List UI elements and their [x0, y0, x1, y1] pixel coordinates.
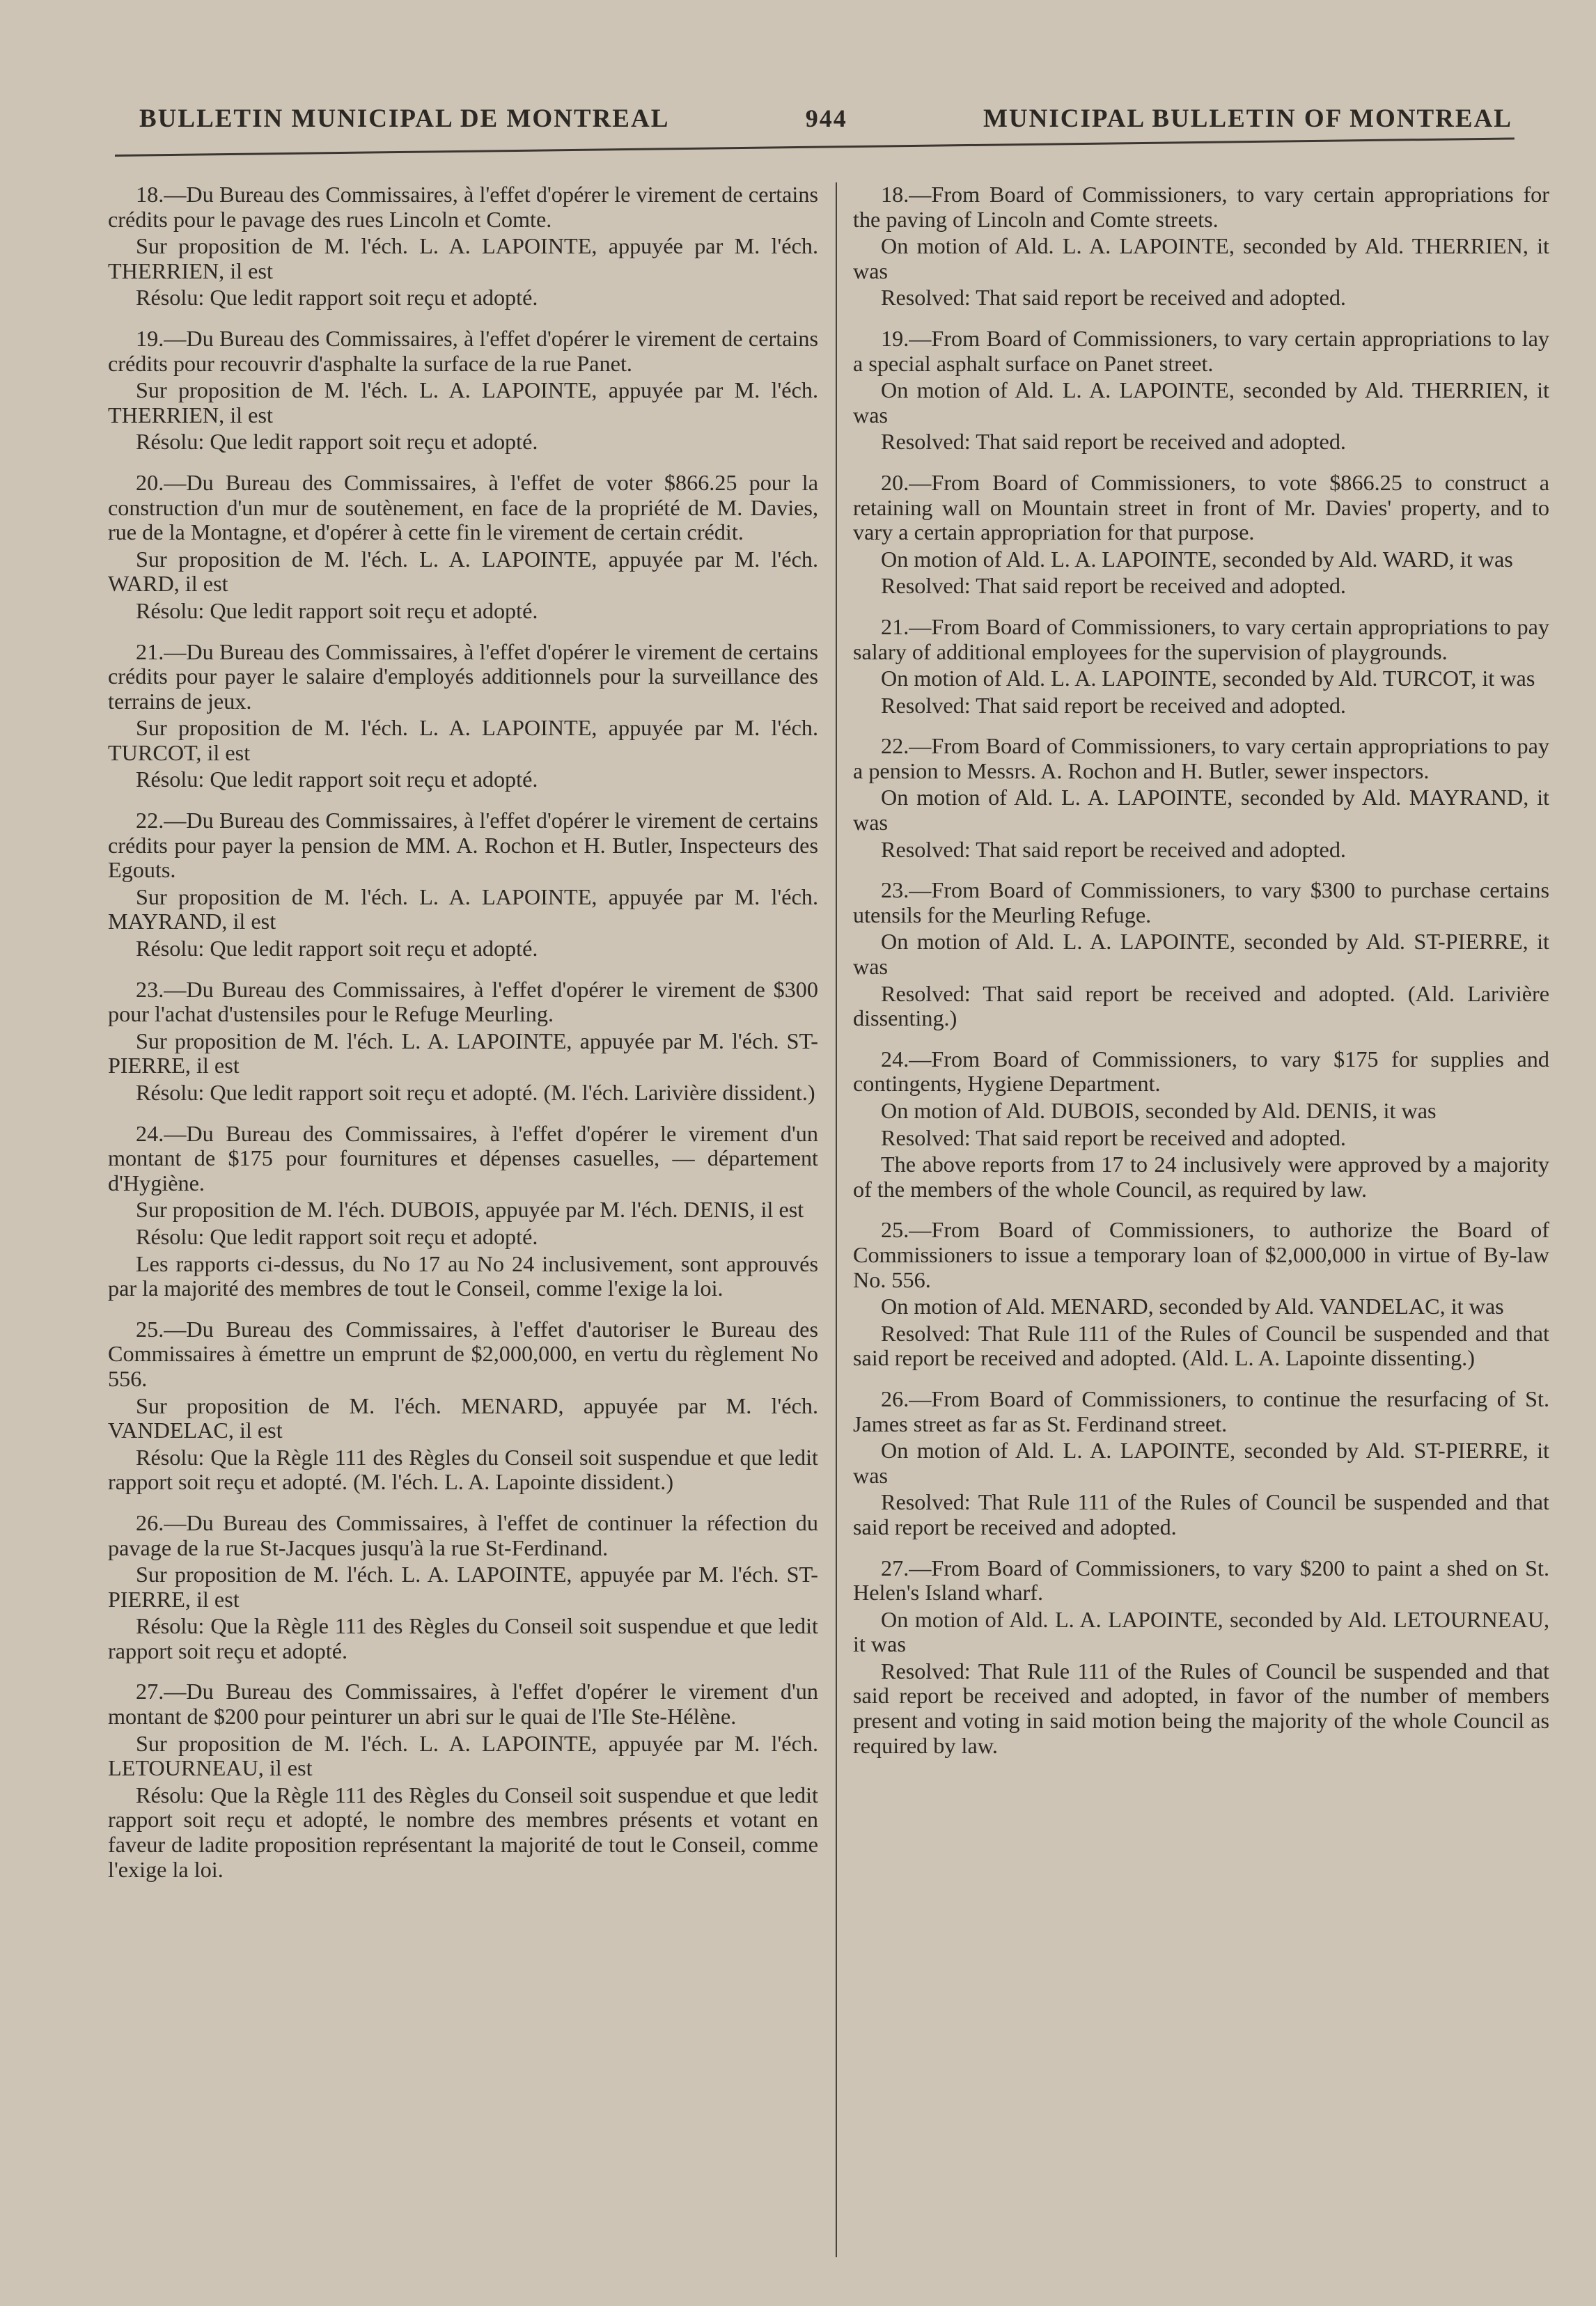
french-item — [108, 1511, 818, 1664]
french-item — [108, 1679, 818, 1882]
item-motion: On motion of Ald. L. A. LAPOINTE, seconded by Ald. THERRIEN, it was — [853, 233, 1549, 283]
french-item — [108, 640, 818, 793]
item-heading: 27.—From Board of Commissioners, to vary $200 to paint a shed on St. Helen's Island wharf. — [853, 1555, 1549, 1606]
item-heading: 22.—Du Bureau des Commissaires, à l'effet d'opérer le virement de certains crédits pour payer la pension de MM. A. Rochon et H. Butler, Inspecteurs des Egouts. — [108, 808, 818, 883]
item-heading: 26.—Du Bureau des Commissaires, à l'effet de continuer la réfection du pavage de la rue St-Jacques jusqu'à la rue St-Ferdinand. — [108, 1509, 818, 1560]
item-resolution: Resolved: That Rule 111 of the Rules of Council be suspended and that said report be received and adopted. (Ald. L. A. Lapointe dissenting.) — [853, 1320, 1549, 1371]
item-motion: Sur proposition de M. l'éch. L. A. LAPOINTE, appuyée par M. l'éch. ST-PIERRE, il est — [108, 1562, 818, 1612]
item-heading: 24.—Du Bureau des Commissaires, à l'effet d'opérer le virement d'un montant de $175 pour fournitures et dépenses casuelles, — département d'Hygiène. — [108, 1120, 818, 1195]
page-header — [139, 97, 1512, 139]
item-motion: Sur proposition de M. l'éch. DUBOIS, appuyée par M. l'éch. DENIS, il est — [136, 1197, 804, 1223]
item-note: Les rapports ci-dessus, du No 17 au No 24 inclusivement, sont approuvés par la majorité des membres de tout le Conseil, comme l'exige la loi. — [108, 1250, 818, 1301]
item-motion: On motion of Ald. L. A. LAPOINTE, seconded by Ald. ST-PIERRE, it was — [853, 929, 1549, 980]
item-motion: Sur proposition de M. l'éch. L. A. LAPOINTE, appuyée par M. l'éch. MAYRAND, il est — [108, 884, 818, 934]
item-heading: 25.—From Board of Commissioners, to authorize the Board of Commissioners to issue a temporary loan of $2,000,000 in virtue of By-law No. 556. — [853, 1217, 1549, 1292]
french-item — [108, 182, 818, 311]
item-resolution: Résolu: Que ledit rapport soit reçu et adopté. — [136, 936, 538, 962]
english-item — [853, 878, 1549, 1031]
page-number: 944 — [805, 104, 847, 132]
item-resolution: Résolu: Que ledit rapport soit reçu et adopté. (M. l'éch. Larivière dissident.) — [136, 1080, 815, 1105]
item-resolution: Resolved: That said report be received and adopted. — [881, 285, 1346, 311]
english-item — [853, 182, 1549, 311]
item-motion: On motion of Ald. DUBOIS, seconded by Ald. DENIS, it was — [881, 1098, 1437, 1123]
item-motion: Sur proposition de M. l'éch. L. A. LAPOINTE, appuyée par M. l'éch. THERRIEN, il est — [108, 377, 818, 428]
item-heading: 24.—From Board of Commissioners, to vary $175 for supplies and contingents, Hygiene Department. — [853, 1046, 1549, 1097]
item-resolution: Resolved: That Rule 111 of the Rules of Council be suspended and that said report be received and adopted. — [853, 1489, 1549, 1539]
item-resolution: Résolu: Que ledit rapport soit reçu et adopté. — [136, 1223, 538, 1249]
item-motion: On motion of Ald. L. A. LAPOINTE, seconded by Ald. ST-PIERRE, it was — [853, 1438, 1549, 1488]
item-motion: On motion of Ald. L. A. LAPOINTE, seconded by Ald. TURCOT, it was — [881, 666, 1535, 691]
item-heading: 18.—From Board of Commissioners, to vary certain appropriations for the paving of Lincoln and Comte streets. — [853, 182, 1549, 232]
french-column — [108, 182, 818, 1882]
item-heading: 26.—From Board of Commissioners, to continue the resurfacing of St. James street as far as St. Ferdinand street. — [853, 1386, 1549, 1436]
item-motion: Sur proposition de M. l'éch. L. A. LAPOINTE, appuyée par M. l'éch. TURCOT, il est — [108, 715, 818, 765]
english-item — [853, 1047, 1549, 1202]
item-resolution: Résolu: Que la Règle 111 des Règles du Conseil soit suspendue et que ledit rapport soit reçu et adopté, le nombre des membres présents et votant en faveur de ladite proposition représentant la majorité de tout le Conseil, comme l'exige la loi. — [108, 1782, 818, 1882]
item-motion: On motion of Ald. L. A. LAPOINTE, seconded by Ald. MAYRAND, it was — [853, 785, 1549, 836]
item-motion: Sur proposition de M. l'éch. L. A. LAPOINTE, appuyée par M. l'éch. WARD, il est — [108, 546, 818, 597]
item-heading: 19.—Du Bureau des Commissaires, à l'effet d'opérer le virement de certains crédits pour recouvrir d'asphalte la surface de la rue Panet. — [108, 325, 818, 376]
item-resolution: Resolved: That Rule 111 of the Rules of Council be suspended and that said report be received and adopted, in favor of the number of members present and voting in said motion being the majority of the whole Council as required by law. — [853, 1658, 1549, 1758]
item-resolution: Résolu: Que ledit rapport soit reçu et adopté. — [136, 429, 538, 455]
item-motion: On motion of Ald. L. A. LAPOINTE, seconded by Ald. WARD, it was — [881, 546, 1513, 572]
header-english-title: MUNICIPAL BULLETIN OF MONTREAL — [983, 104, 1512, 133]
item-heading: 21.—From Board of Commissioners, to vary certain appropriations to pay salary of additional employees for the supervision of playgrounds. — [853, 613, 1549, 664]
column-divider — [836, 182, 837, 2257]
item-heading: 21.—Du Bureau des Commissaires, à l'effet d'opérer le virement de certains crédits pour payer le salaire d'employés additionnels pour la surveillance des terrains de jeux. — [108, 638, 818, 714]
item-resolution: Resolved: That said report be received and adopted. — [881, 1124, 1346, 1150]
item-resolution: Résolu: Que la Règle 111 des Règles du Conseil soit suspendue et que ledit rapport soit reçu et adopté. — [108, 1613, 818, 1663]
item-motion: On motion of Ald. L. A. LAPOINTE, seconded by Ald. LETOURNEAU, it was — [853, 1606, 1549, 1657]
item-resolution: Resolved: That said report be received and adopted. — [881, 429, 1346, 455]
french-item — [108, 327, 818, 455]
french-item — [108, 1317, 818, 1495]
english-item — [853, 734, 1549, 862]
item-resolution: Resolved: That said report be received and adopted. — [881, 573, 1346, 599]
english-item — [853, 471, 1549, 599]
item-heading: 19.—From Board of Commissioners, to vary certain appropriations to lay a special asphalt surface on Panet street. — [853, 325, 1549, 376]
item-resolution: Résolu: Que ledit rapport soit reçu et adopté. — [136, 767, 538, 792]
item-motion: On motion of Ald. L. A. LAPOINTE, seconded by Ald. THERRIEN, it was — [853, 377, 1549, 428]
header-french-title: BULLETIN MUNICIPAL DE MONTREAL — [139, 104, 670, 133]
french-item — [108, 808, 818, 962]
english-item — [853, 1387, 1549, 1540]
item-heading: 18.—Du Bureau des Commissaires, à l'effet d'opérer le virement de certains crédits pour le pavage des rues Lincoln et Comte. — [108, 182, 818, 232]
item-heading: 23.—From Board of Commissioners, to vary $300 to purchase certains utensils for the Meurling Refuge. — [853, 877, 1549, 927]
item-heading: 20.—From Board of Commissioners, to vote $866.25 to construct a retaining wall on Mountain street in front of Mr. Davies' property, and to vary a certain appropriation for that purpose. — [853, 469, 1549, 545]
header-rule — [115, 137, 1515, 157]
item-heading: 23.—Du Bureau des Commissaires, à l'effet d'opérer le virement de $300 pour l'achat d'ustensiles pour le Refuge Meurling. — [108, 976, 818, 1027]
item-heading: 25.—Du Bureau des Commissaires, à l'effet d'autoriser le Bureau des Commissaires à émettre un emprunt de $2,000,000, en vertu du règlement No 556. — [108, 1316, 818, 1391]
item-motion: Sur proposition de M. l'éch. L. A. LAPOINTE, appuyée par M. l'éch. ST-PIERRE, il est — [108, 1028, 818, 1079]
item-note: The above reports from 17 to 24 inclusively were approved by a majority of the members of the whole Council, as required by law. — [853, 1152, 1549, 1202]
item-resolution: Résolu: Que la Règle 111 des Règles du Conseil soit suspendue et que ledit rapport soit reçu et adopté. (M. l'éch. L. A. Lapointe dissident.) — [108, 1444, 818, 1495]
item-heading: 20.—Du Bureau des Commissaires, à l'effet de voter $866.25 pour la construction d'un mur de soutènement, en face de la propriété de M. Davies, rue de la Montagne, et d'opérer à cette fin le virement de certain crédit. — [108, 469, 818, 545]
french-item — [108, 978, 818, 1106]
item-heading: 27.—Du Bureau des Commissaires, à l'effet d'opérer le virement d'un montant de $200 pour peinturer un abri sur le quai de l'Ile Ste-Hélène. — [108, 1679, 818, 1730]
item-motion: Sur proposition de M. l'éch. MENARD, appuyée par M. l'éch. VANDELAC, il est — [108, 1393, 818, 1443]
item-resolution: Résolu: Que ledit rapport soit reçu et adopté. — [136, 597, 538, 623]
english-item — [853, 615, 1549, 718]
english-item — [853, 1218, 1549, 1371]
item-resolution: Resolved: That said report be received and adopted. (Ald. Larivière dissenting.) — [853, 980, 1549, 1031]
item-motion: Sur proposition de M. l'éch. L. A. LAPOINTE, appuyée par M. l'éch. THERRIEN, il est — [108, 233, 818, 283]
english-item — [853, 327, 1549, 455]
item-resolution: Resolved: That said report be received and adopted. — [881, 692, 1346, 718]
item-motion: On motion of Ald. MENARD, seconded by Ald. VANDELAC, it was — [881, 1294, 1504, 1319]
item-resolution: Résolu: Que ledit rapport soit reçu et adopté. — [136, 285, 538, 311]
english-column — [853, 182, 1549, 1758]
french-item — [108, 1122, 818, 1301]
french-item — [108, 471, 818, 624]
item-heading: 22.—From Board of Commissioners, to vary certain appropriations to pay a pension to Messrs. A. Rochon and H. Butler, sewer inspectors. — [853, 733, 1549, 783]
english-item — [853, 1556, 1549, 1759]
item-resolution: Resolved: That said report be received and adopted. — [881, 836, 1346, 862]
item-motion: Sur proposition de M. l'éch. L. A. LAPOINTE, appuyée par M. l'éch. LETOURNEAU, il est — [108, 1730, 818, 1781]
